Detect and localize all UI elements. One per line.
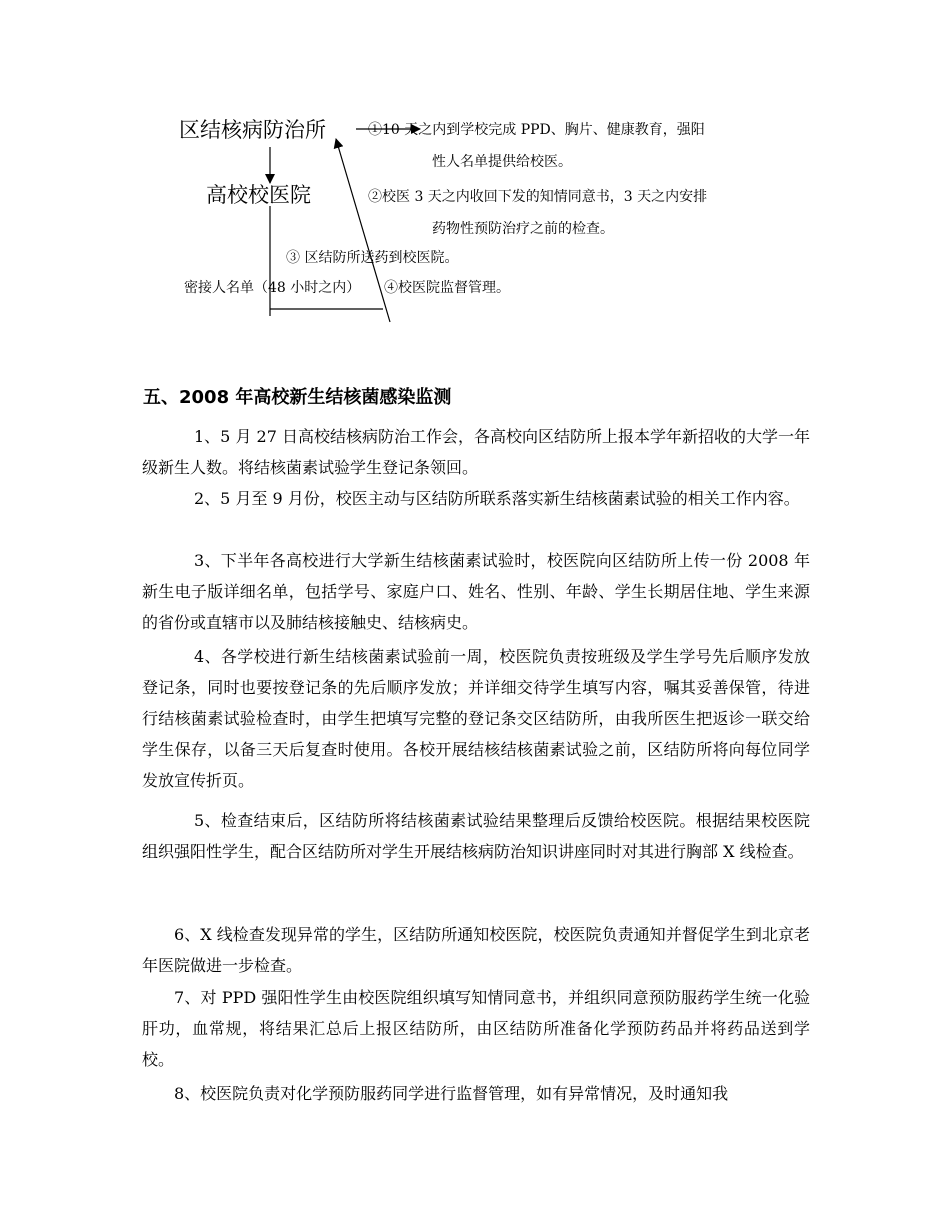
note-step2-line2: 药物性预防治疗之前的检查。 xyxy=(432,221,614,237)
node-district-tb-center: 区结核病防治所 xyxy=(179,118,326,142)
note-contact-list: 密接人名单（48 小时之内） xyxy=(184,280,361,296)
paragraph-3: 3、下半年各高校进行大学新生结核菌素试验时，校医院向区结防所上传一份 2008 年新生电子版详细名单，包括学号、家庭户口、姓名、性别、年龄、学生长期居住地、学生来源的省份或直辖市以及肺结核接触史、结核病史。 xyxy=(142,551,810,632)
flow-diagram-lines xyxy=(0,0,950,360)
paragraph-4: 4、各学校进行新生结核菌素试验前一周，校医院负责按班级及学生学号先后顺序发放登记条，同时也要按登记条的先后顺序发放；并详细交待学生填写内容，嘱其妥善保管，待进行结核菌素试验检查时，由学生把填写完整的登记条交区结防所，由我所医生把返诊一联交给学生保存，以备三天后复查时使用。各校开展结核结核菌素试验之前，区结防所将向每位同学发放宣传折页。 xyxy=(142,647,810,790)
note-step2-line1: ②校医 3 天之内收回下发的知情同意书，3 天之内安排 xyxy=(368,189,708,205)
note-step3: ③ 区结防所送药到校医院。 xyxy=(286,250,459,266)
paragraph-5: 5、检查结束后，区结防所将结核菌素试验结果整理后反馈给校医院。根据结果校医院组织强阳性学生，配合区结防所对学生开展结核病防治知识讲座同时对其进行胸部 X 线检查。 xyxy=(142,811,810,861)
paragraph-7: 7、对 PPD 强阳性学生由校医院组织填写知情同意书，并组织同意预防服药学生统一化验肝功，血常规，将结果汇总后上报区结防所，由区结防所准备化学预防药品并将药品送到学校。 xyxy=(142,988,810,1069)
node-school-hospital: 高校校医院 xyxy=(206,183,311,207)
paragraph-6: 6、X 线检查发现异常的学生，区结防所通知校医院，校医院负责通知并督促学生到北京老年医院做进一步检查。 xyxy=(142,925,810,975)
paragraph-8: 8、校医院负责对化学预防服药同学进行监督管理，如有异常情况，及时通知我 xyxy=(174,1084,729,1103)
note-step1-line1: ①10 天之内到学校完成 PPD、胸片、健康教育，强阳 xyxy=(368,122,705,138)
paragraph-2: 2、5 月至 9 月份，校医主动与区结防所联系落实新生结核菌素试验的相关工作内容。 xyxy=(194,489,800,508)
section-heading: 五、2008 年高校新生结核菌感染监测 xyxy=(143,387,452,408)
note-step4: ④校医院监督管理。 xyxy=(384,280,510,296)
note-step1-line2: 性人名单提供给校医。 xyxy=(432,154,572,170)
paragraph-1: 1、5 月 27 日高校结核病防治工作会，各高校向区结防所上报本学年新招收的大学一年级新生人数。将结核菌素试验学生登记条领回。 xyxy=(142,427,810,477)
